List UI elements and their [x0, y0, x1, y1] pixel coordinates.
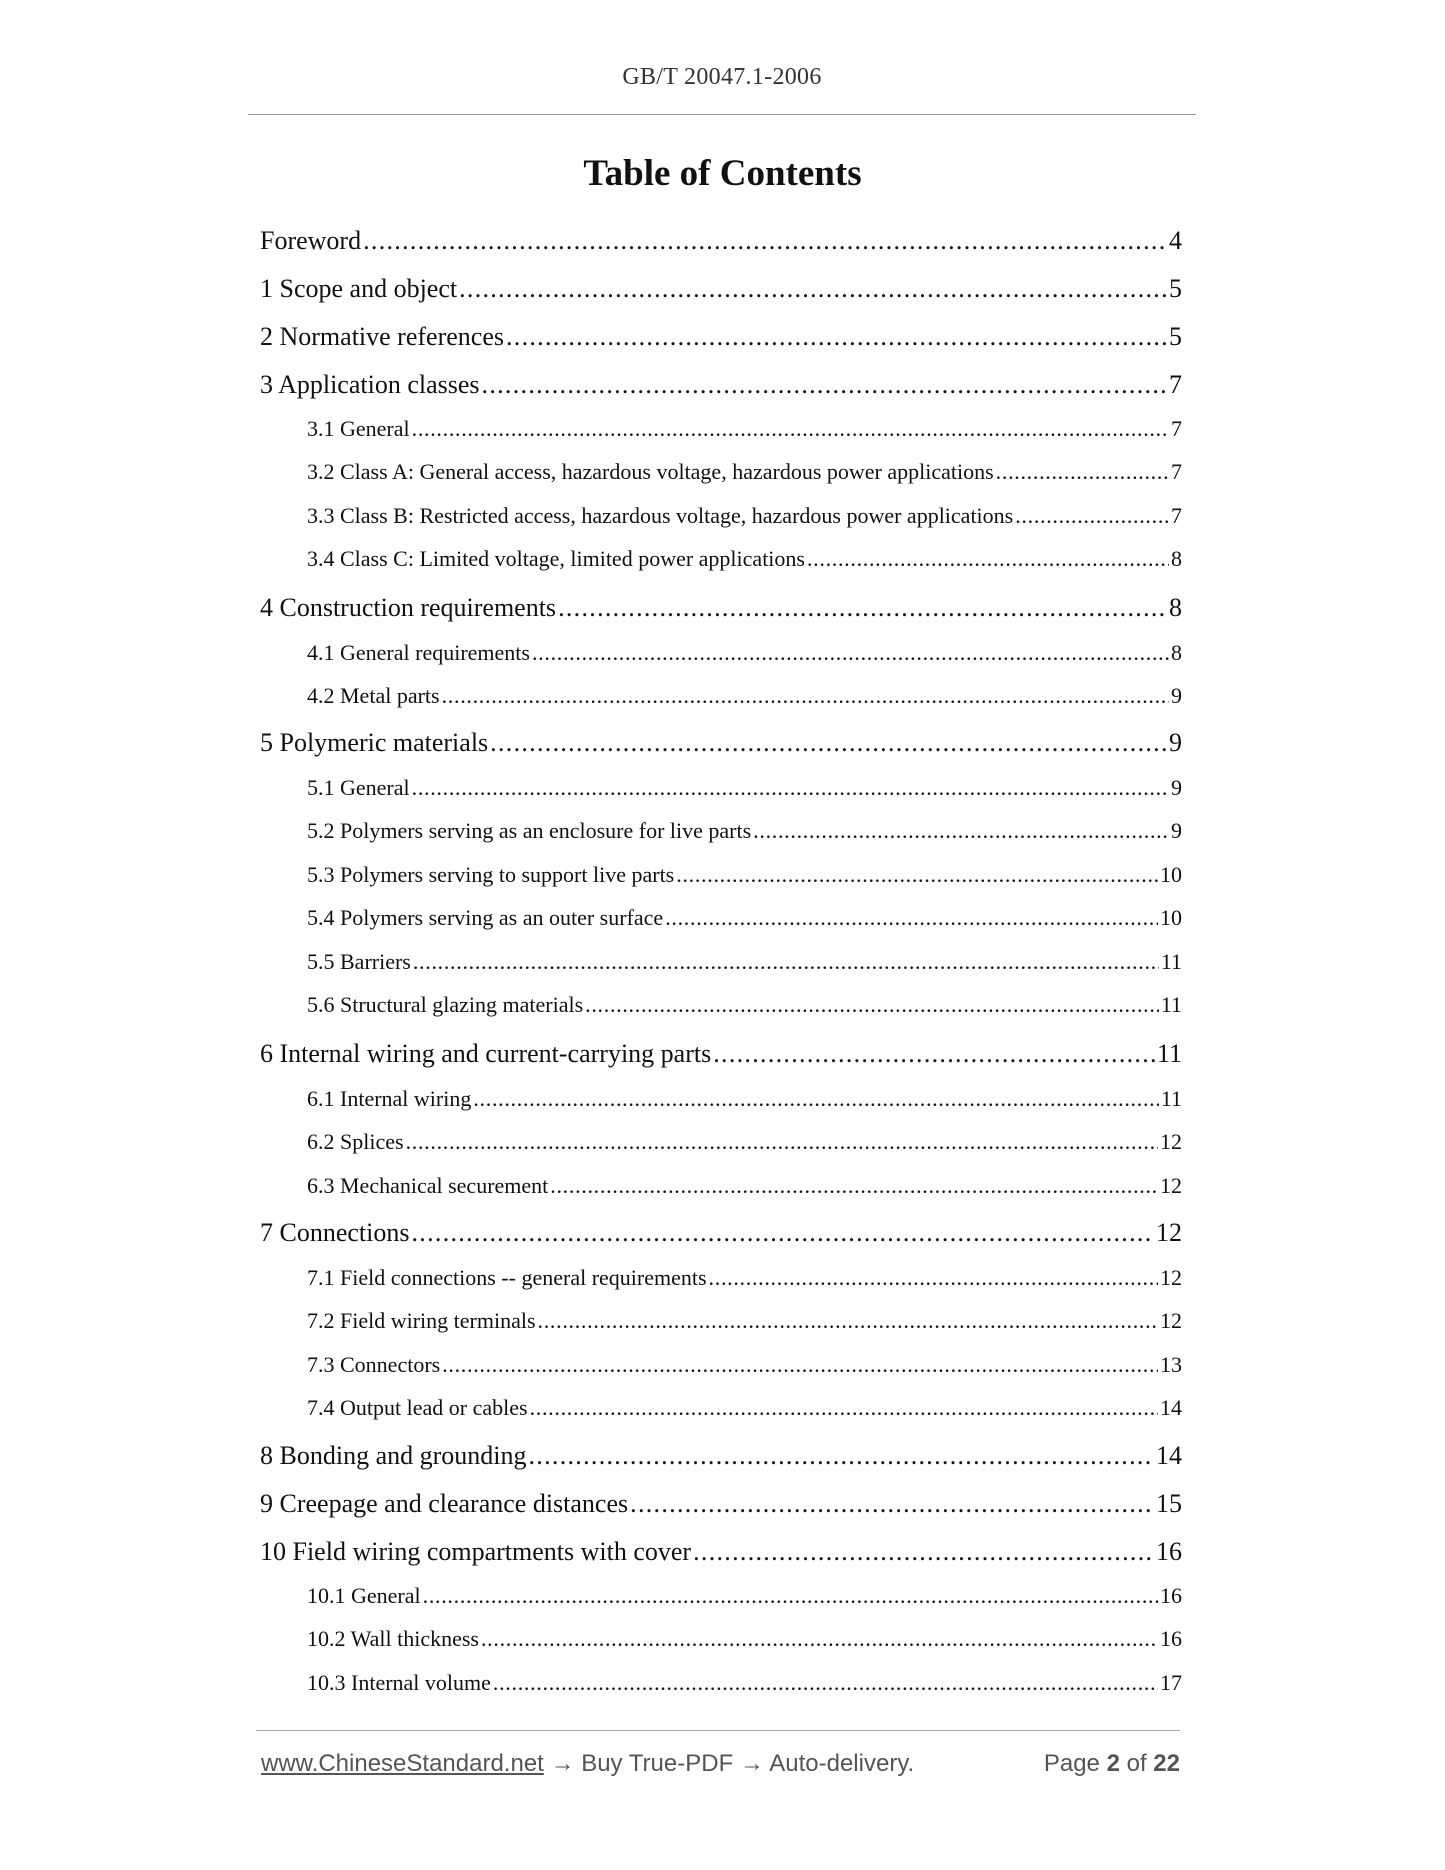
toc-page-number: 8: [1169, 593, 1182, 622]
toc-entry-label: 7 Connections: [260, 1218, 410, 1247]
toc-entry-label: 3.3 Class B: Restricted access, hazardous voltage, hazardous power applications: [307, 503, 1014, 528]
toc-page-number: 16: [1160, 1583, 1182, 1608]
toc-entry-label: 8 Bonding and grounding: [260, 1441, 527, 1470]
toc-entry[interactable]: [307, 1395, 1182, 1421]
document-id: GB/T 20047.1-2006: [622, 64, 822, 90]
toc-page-number: 12: [1156, 1218, 1182, 1247]
toc-entry-label: 7.1 Field connections -- general requirements: [307, 1265, 707, 1290]
auto-delivery-text: Auto-delivery.: [769, 1750, 915, 1777]
toc-entry-label: 5.1 General: [307, 775, 410, 800]
toc-entry-label: 5.2 Polymers serving as an enclosure for live parts: [307, 818, 752, 843]
toc-page-number: 17: [1160, 1670, 1182, 1695]
footer-promo: [261, 1750, 914, 1778]
toc-page-number: 9: [1171, 775, 1182, 800]
toc-entry[interactable]: [260, 274, 1182, 304]
toc-entry-label: 10.3 Internal volume: [307, 1670, 491, 1695]
toc-entry-label: 5.6 Structural glazing materials: [307, 992, 584, 1017]
toc-entry[interactable]: [307, 1086, 1182, 1112]
toc-entry-label: 2 Normative references: [260, 322, 504, 351]
toc-leader-dots: [548, 1173, 1158, 1199]
toc-leader-dots: [440, 683, 1169, 709]
toc-page-number: 10: [1160, 905, 1182, 930]
toc-entry-label: 7.4 Output lead or cables: [307, 1395, 528, 1420]
toc-entry[interactable]: [260, 593, 1182, 623]
toc-entry[interactable]: [260, 226, 1182, 256]
toc-entry[interactable]: [307, 1265, 1182, 1291]
toc-entry[interactable]: [307, 1626, 1182, 1652]
toc-page-number: 9: [1169, 728, 1182, 757]
toc-page-number: 7: [1171, 459, 1182, 484]
toc-leader-dots: [440, 1352, 1158, 1378]
toc-page-number: 7: [1171, 503, 1182, 528]
toc-entry-label: 5.5 Barriers: [307, 949, 411, 974]
toc-leader-dots: [751, 818, 1169, 844]
page-label: Page: [1043, 1750, 1100, 1777]
toc-page-number: 14: [1156, 1441, 1182, 1470]
toc-leader-dots: [457, 274, 1167, 304]
toc-entry-label: 5.3 Polymers serving to support live parts: [307, 862, 675, 887]
site-link[interactable]: www.ChineseStandard.net: [261, 1750, 544, 1777]
toc-page-number: 10: [1160, 862, 1182, 887]
toc-entry[interactable]: [307, 905, 1182, 931]
toc-entry[interactable]: [260, 322, 1182, 352]
of-label: of: [1126, 1750, 1147, 1777]
toc-leader-dots: [536, 1308, 1158, 1334]
toc-page-number: 14: [1160, 1395, 1182, 1420]
page-footer: [261, 1750, 1180, 1778]
toc-entry[interactable]: [307, 1308, 1182, 1334]
toc-leader-dots: [480, 370, 1167, 400]
toc-entry[interactable]: [307, 775, 1182, 801]
toc-leader-dots: [628, 1489, 1154, 1519]
toc-entry-label: 3.2 Class A: General access, hazardous voltage, hazardous power applications: [307, 459, 994, 484]
toc-page-number: 9: [1171, 683, 1182, 708]
toc-page-number: 7: [1169, 370, 1182, 399]
toc-page-number: 16: [1156, 1537, 1182, 1566]
toc-leader-dots: [410, 1218, 1155, 1248]
toc-entry-label: 6 Internal wiring and current-carrying parts: [260, 1039, 712, 1068]
toc-entry-label: Foreword: [260, 226, 362, 255]
page-title: Table of Contents: [583, 153, 862, 194]
toc-page-number: 8: [1171, 640, 1182, 665]
toc-page-number: 12: [1160, 1308, 1182, 1333]
toc-entry[interactable]: [307, 459, 1182, 485]
total-pages-number: 22: [1153, 1750, 1180, 1777]
toc-entry[interactable]: [307, 416, 1182, 442]
toc-page-number: 12: [1160, 1129, 1182, 1154]
toc-entry[interactable]: [307, 683, 1182, 709]
toc-leader-dots: [663, 905, 1158, 931]
toc-leader-dots: [471, 1086, 1158, 1112]
toc-leader-dots: [528, 1395, 1158, 1421]
toc-entry-label: 10.2 Wall thickness: [307, 1626, 479, 1651]
toc-entry[interactable]: [307, 1129, 1182, 1155]
toc-page-number: 12: [1160, 1265, 1182, 1290]
arrow-right-icon: →: [550, 1750, 575, 1777]
toc-entry[interactable]: [307, 862, 1182, 888]
toc-leader-dots: [994, 459, 1169, 485]
toc-entry-label: 5.4 Polymers serving as an outer surface: [307, 905, 664, 930]
toc-entry-label: 1 Scope and object: [260, 274, 458, 303]
page-indicator: [1044, 1750, 1180, 1778]
toc-page-number: 11: [1160, 1086, 1182, 1111]
toc-leader-dots: [421, 1583, 1158, 1609]
toc-leader-dots: [361, 226, 1167, 256]
toc-page-number: 7: [1171, 416, 1182, 441]
toc-page-number: 5: [1169, 322, 1182, 351]
toc-entry[interactable]: [307, 949, 1182, 975]
toc-leader-dots: [410, 775, 1169, 801]
toc-entry[interactable]: [307, 640, 1182, 666]
toc-page-number: 4: [1169, 226, 1182, 255]
toc-leader-dots: [527, 1441, 1155, 1471]
toc-entry-label: 6.2 Splices: [307, 1129, 404, 1154]
toc-page-number: 11: [1160, 992, 1182, 1017]
toc-page-number: 12: [1160, 1173, 1182, 1198]
toc-leader-dots: [691, 1537, 1154, 1567]
toc-entry[interactable]: [307, 1173, 1182, 1199]
toc-leader-dots: [530, 640, 1169, 666]
toc-entry-label: 7.2 Field wiring terminals: [307, 1308, 536, 1333]
toc-page-number: 11: [1160, 949, 1182, 974]
toc-leader-dots: [583, 992, 1159, 1018]
toc-entry-label: 10.1 General: [307, 1583, 421, 1608]
toc-entry[interactable]: [260, 1039, 1182, 1069]
toc-leader-dots: [479, 1626, 1158, 1652]
toc-page-number: 11: [1156, 1039, 1182, 1068]
arrow-right-icon: →: [739, 1750, 764, 1777]
toc-entry-label: 3 Application classes: [260, 370, 480, 399]
toc-entry[interactable]: [307, 818, 1182, 844]
toc-entry-label: 4.1 General requirements: [307, 640, 530, 665]
toc-leader-dots: [488, 728, 1167, 758]
toc-leader-dots: [411, 949, 1159, 975]
toc-leader-dots: [504, 322, 1167, 352]
toc-entry[interactable]: [307, 503, 1182, 529]
toc-page-number: 13: [1160, 1352, 1182, 1377]
toc-page-number: 9: [1171, 818, 1182, 843]
toc-leader-dots: [491, 1670, 1158, 1696]
footer-divider: [256, 1730, 1180, 1731]
toc-leader-dots: [674, 862, 1158, 888]
toc-entry[interactable]: [260, 1218, 1182, 1248]
current-page-number: 2: [1106, 1750, 1120, 1777]
toc-entry-label: 3.4 Class C: Limited voltage, limited power applications: [307, 546, 805, 571]
toc-page-number: 5: [1169, 274, 1182, 303]
toc-entry[interactable]: [307, 992, 1182, 1018]
toc-entry-label: 3.1 General: [307, 416, 410, 441]
toc-entry[interactable]: [307, 1352, 1182, 1378]
toc-entry[interactable]: [260, 1489, 1182, 1519]
toc-entry[interactable]: [260, 728, 1182, 758]
toc-entry[interactable]: [260, 1537, 1182, 1567]
toc-leader-dots: [556, 593, 1167, 623]
toc-leader-dots: [805, 546, 1169, 572]
toc-entry[interactable]: [307, 1670, 1182, 1696]
toc-page-number: 8: [1171, 546, 1182, 571]
toc-entry-label: 9 Creepage and clearance distances: [260, 1489, 629, 1518]
toc-page-number: 16: [1160, 1626, 1182, 1651]
toc-leader-dots: [1013, 503, 1169, 529]
toc-entry-label: 7.3 Connectors: [307, 1352, 441, 1377]
toc-page-number: 15: [1156, 1489, 1182, 1518]
toc-leader-dots: [410, 416, 1169, 442]
toc-entry-label: 5 Polymeric materials: [260, 728, 489, 757]
toc-leader-dots: [707, 1265, 1158, 1291]
toc-entry-label: 4 Construction requirements: [260, 593, 557, 622]
toc-entry[interactable]: [260, 370, 1182, 400]
toc-leader-dots: [404, 1129, 1158, 1155]
toc-entry[interactable]: [307, 546, 1182, 572]
toc-leader-dots: [711, 1039, 1155, 1069]
toc-entry-label: 6.1 Internal wiring: [307, 1086, 472, 1111]
toc-entry[interactable]: [260, 1441, 1182, 1471]
toc-entry-label: 6.3 Mechanical securement: [307, 1173, 549, 1198]
toc-entry[interactable]: [307, 1583, 1182, 1609]
buy-true-pdf-text: Buy True-PDF: [581, 1750, 734, 1777]
toc-entry-label: 10 Field wiring compartments with cover: [260, 1537, 692, 1566]
toc-entry-label: 4.2 Metal parts: [307, 683, 440, 708]
